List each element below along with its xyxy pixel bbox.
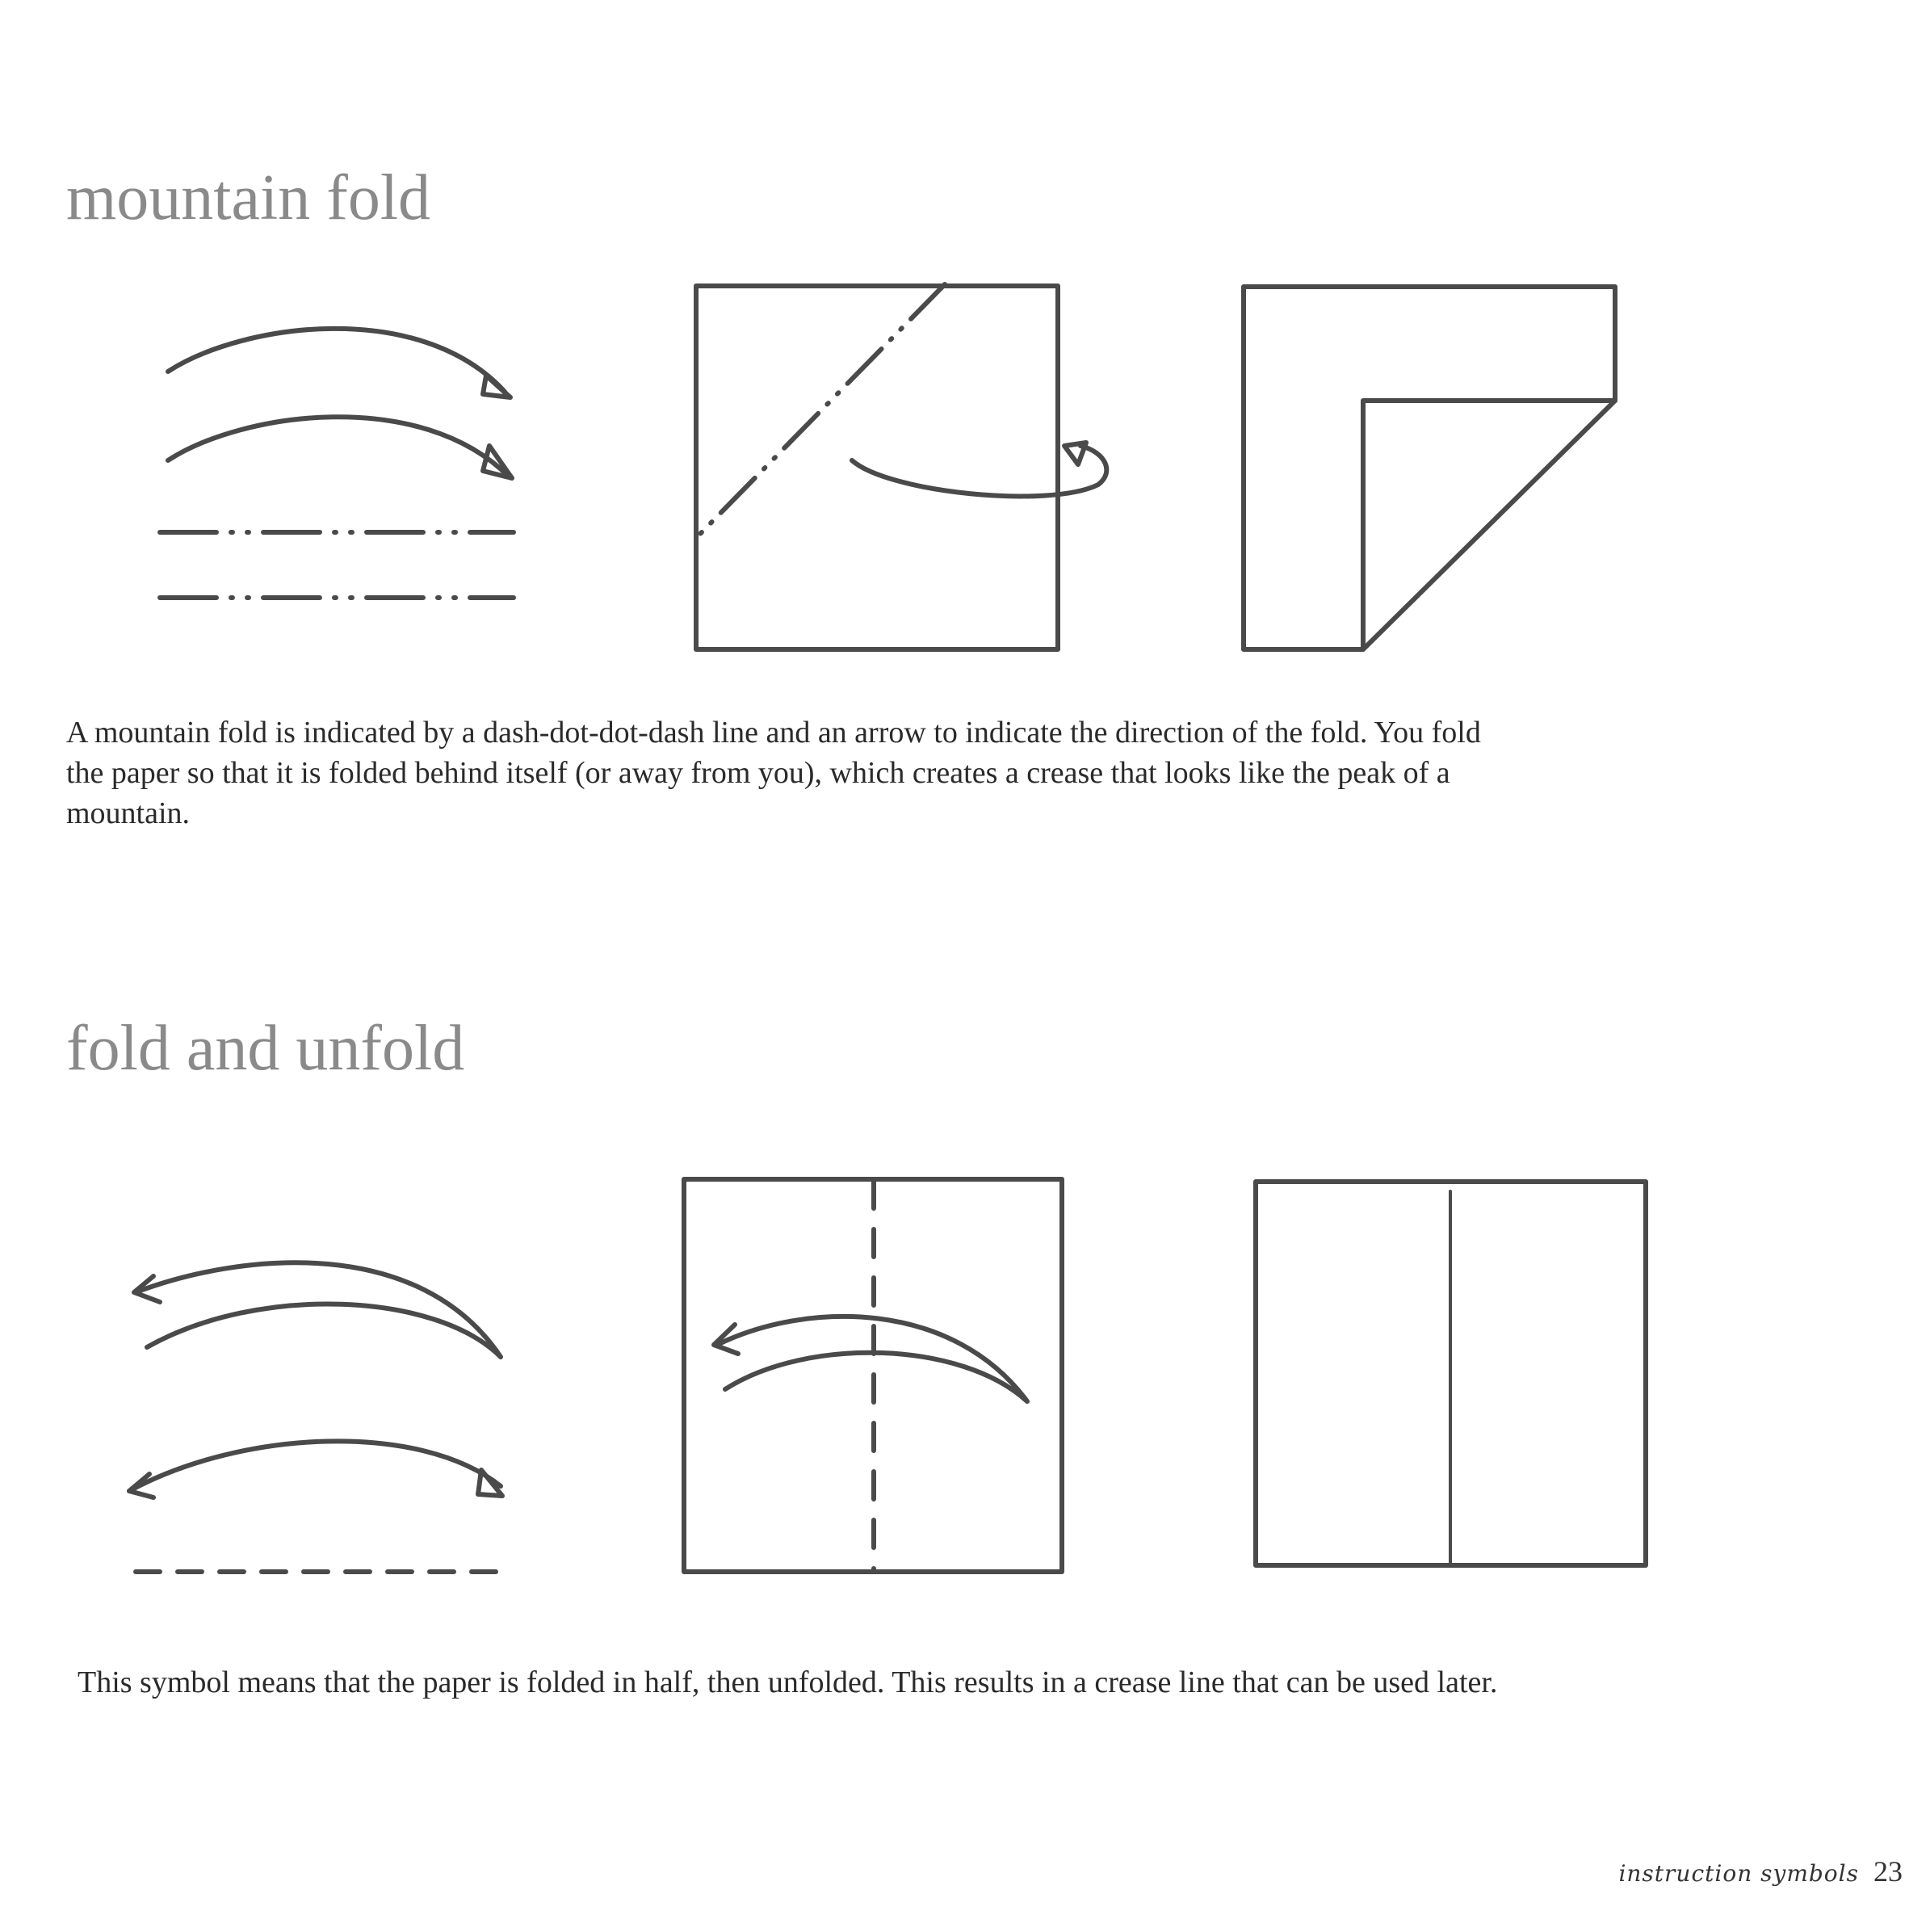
mountain-fold-description: A mountain fold is indicated by a dash-dot-dot-dash line and an arrow to indicate the direction of the fold. You fold the paper so that it is folded behind itself (or away from you), which creates a crease that looks like the peak of a mountain. bbox=[66, 716, 1481, 830]
fold-unfold-arrow-icon bbox=[134, 1262, 501, 1357]
fold-unfold-arrow-icon bbox=[129, 1441, 502, 1497]
mountain-fold-arrow-icon bbox=[168, 417, 512, 478]
mountain-fold-arrow-icon bbox=[168, 329, 510, 397]
footer-section-label: instruction symbols bbox=[1618, 1860, 1859, 1887]
section-title-mountain-fold: mountain fold bbox=[66, 162, 431, 233]
page-footer bbox=[1618, 1854, 1903, 1888]
fold-unfold-result-square bbox=[1256, 1182, 1646, 1565]
fold-unfold-example-square bbox=[684, 1179, 1062, 1572]
page-number: 23 bbox=[1873, 1855, 1903, 1888]
section-title-fold-and-unfold: fold and unfold bbox=[66, 1013, 465, 1084]
mountain-fold-result-square bbox=[1244, 287, 1615, 649]
fold-unfold-description: This symbol means that the paper is folded in half, then unfolded. This results in a crease line that can be used later. bbox=[78, 1665, 1498, 1699]
mountain-fold-example-square bbox=[696, 284, 1106, 649]
